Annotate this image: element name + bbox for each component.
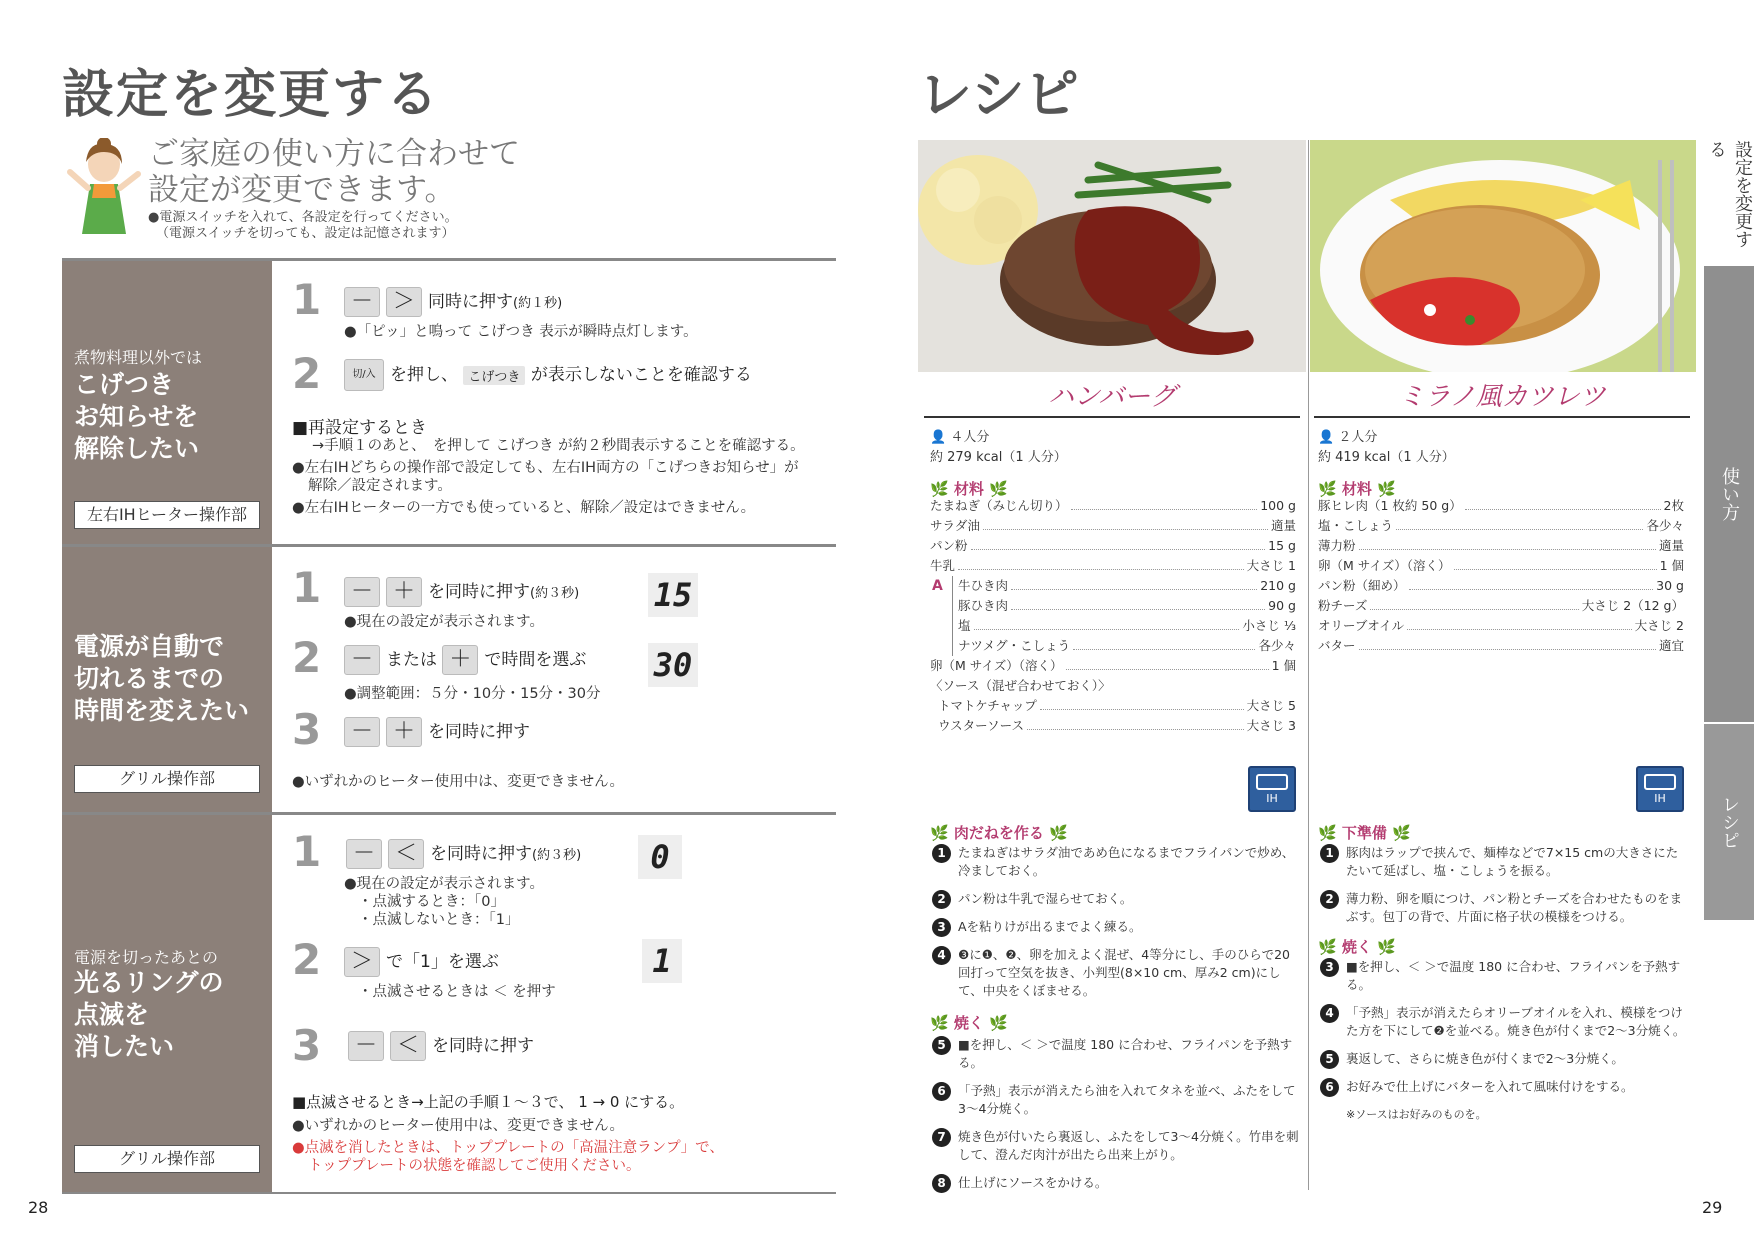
right-key: ＞ (386, 287, 422, 317)
procedure-list (932, 844, 1298, 1010)
right-key: ＞ (344, 947, 380, 977)
procedure-step: 2 薄力粉、卵を順につけ、パン粉とチーズを合わせたものをまぶす。包丁の背で、片面に格子状の模様をつける。 (1320, 890, 1690, 926)
step-number: 1 (292, 275, 322, 324)
note: ●左右IHヒーターの一方でも使っていると、解除／設定はできません。 (292, 500, 756, 516)
step-2: ＞ で「1」を選ぶ (344, 947, 499, 977)
step-number: 2 (292, 349, 322, 398)
procedure-step: 2 パン粉は牛乳で湿らせておく。 (932, 890, 1298, 908)
cutlet-photo (1310, 140, 1696, 372)
note: ●左右IHどちらの操作部で設定しても、左右IH両方の「こげつきお知らせ」が (292, 460, 799, 476)
page-title: 設定を変更する (62, 65, 441, 125)
divider-ornament (924, 416, 1300, 418)
left-key: ＜ (390, 1031, 426, 1061)
ingredient-group-a: A 牛ひき肉 210 g 豚ひき肉 90 g 塩 小さじ ⅓ ナツメグ・こしょう 各少々 (930, 576, 1296, 656)
page-number: 29 (1702, 1198, 1723, 1217)
procedure-step: 7 焼き色が付いたら裏返し、ふたをして3～4分焼く。竹串を刺して、澄んだ肉汁が出たら出来上がり。 (932, 1128, 1302, 1164)
step-number: 1 (292, 563, 322, 612)
recipe-name: ハンバーグ (1047, 382, 1177, 412)
section-heading: こげつき お知らせを 解除したい (74, 370, 200, 463)
minus-key: － (344, 577, 380, 607)
recipes-title: レシピ (918, 63, 1079, 126)
step-1-note: ●「ピッ」と鳴って こげつき 表示が瞬時点灯します。 (344, 324, 698, 340)
procedure-heading: 🌿 焼く 🌿 (930, 1014, 1008, 1032)
ingredient-row: 牛乳 大さじ 1 (930, 558, 1296, 573)
procedure-step: 4 ❸に❶、❷、卵を加えよく混ぜ、4等分にし、手のひらで20回打って空気を抜き、小判型(8×10 cm、厚み2 cm)にして、中央をくぼませる。 (932, 946, 1298, 1000)
ingredients-heading: 🌿 材料 🌿 (1318, 480, 1396, 498)
minus-key: － (346, 839, 382, 869)
step-number: 3 (292, 1021, 322, 1070)
section-side-panel (62, 261, 272, 544)
step-1-sub: ・点滅するとき：「0」 (358, 894, 505, 910)
display-readout: 0 (638, 835, 682, 879)
section-heading: 光るリングの 点滅を 消したい (74, 968, 224, 1061)
ingredient-row: バター 適宜 (1318, 638, 1684, 653)
procedure-step: 6 お好みで仕上げにバターを入れて風味付けをする。 (1320, 1078, 1690, 1096)
footnote: ※ソースはお好みのものを。 (1346, 1108, 1487, 1121)
section-lead: 電源を切ったあとの (74, 948, 219, 967)
display-readout: 1 (642, 939, 682, 983)
procedure-list (932, 1036, 1302, 1202)
minus-key: － (344, 645, 380, 675)
intro-note: ●電源スイッチを入れて、各設定を行ってください。 （電源スイッチを切っても、設定は記憶されます） (148, 210, 458, 241)
ingredient-row: 塩 小さじ ⅓ (958, 618, 1296, 633)
minus-key: － (344, 717, 380, 747)
step-3: － ＜ を同時に押す (348, 1031, 534, 1061)
ingredient-row: パン粉 15 g (930, 538, 1296, 553)
note: ●いずれかのヒーター使用中は、変更できません。 (292, 774, 624, 790)
reset-instruction: →手順１のあと、 を押して こげつき が約２秒間表示することを確認する。 (312, 438, 805, 454)
section-side-panel (62, 815, 272, 1192)
power-key-icon: 切/入 (344, 359, 384, 391)
step-1-note: ●現在の設定が表示されます。 (344, 876, 544, 892)
procedure-step: 8 仕上げにソースをかける。 (932, 1174, 1302, 1192)
section-heading: 電源が自動で 切れるまでの 時間を変えたい (74, 632, 250, 725)
step-2-sub: ・点滅させるときは ＜ を押す (358, 984, 556, 1000)
hamburg-photo (918, 140, 1306, 372)
ingredient-row: 牛ひき肉 210 g (958, 578, 1296, 593)
side-tab-settings[interactable]: 設定を変更する (1704, 140, 1754, 264)
operation-area-tag: 左右IHヒーター操作部 (74, 501, 260, 529)
plus-key: ＋ (386, 717, 422, 747)
procedure-heading: 🌿 肉だねを作る 🌿 (930, 824, 1068, 842)
section-auto-off (62, 544, 836, 812)
ingredient-row: 塩・こしょう 各少々 (1318, 518, 1684, 533)
ingredients-heading: 🌿 材料 🌿 (930, 480, 1008, 498)
procedure-list (1320, 958, 1690, 1124)
section-kogetsuki (62, 258, 836, 544)
intro-heading: ご家庭の使い方に合わせて 設定が変更できます。 (148, 136, 520, 208)
sauce-heading: 〈ソース（混ぜ合わせておく）〉 (930, 678, 1111, 693)
step-1: － ＜ を同時に押す(約３秒) (346, 839, 581, 869)
reset-heading: ■再設定するとき (292, 418, 428, 438)
ingredient-row: 卵（M サイズ）（溶く） 1 個 (930, 658, 1296, 673)
ingredient-row: 粉チーズ 大さじ 2（12 g） (1318, 598, 1684, 613)
ingredient-row: 豚ひき肉 90 g (958, 598, 1296, 613)
step-number: 1 (292, 827, 322, 876)
section-lead: 煮物料理以外では (74, 348, 203, 367)
ingredient-row: 豚ヒレ肉（1 枚約 50 g） 2枚 (1318, 498, 1684, 513)
procedure-step: 5 ■を押し、＜ ＞で温度 180 に合わせ、フライパンを予熱する。 (932, 1036, 1302, 1072)
ingredient-row: 卵（M サイズ）（溶く） 1 個 (1318, 558, 1684, 573)
plus-key: ＋ (442, 645, 478, 675)
divider-ornament (1314, 416, 1690, 418)
note: 解除／設定されます。 (308, 478, 452, 494)
kogetsuki-indicator: こげつき (463, 366, 525, 385)
side-tab-recipes[interactable]: レシピ (1704, 724, 1754, 920)
step-2: － または ＋ で時間を選ぶ (344, 645, 586, 675)
display-readout: 15 (648, 573, 698, 617)
step-2-note: ●調整範囲：５分・10分・15分・30分 (344, 686, 601, 702)
procedure-heading: 🌿 下準備 🌿 (1318, 824, 1411, 842)
step-number: 3 (292, 705, 322, 754)
plus-key: ＋ (386, 577, 422, 607)
step-1: － ＞ 同時に押す(約１秒) (344, 287, 562, 317)
ingredient-row: パン粉（細め） 30 g (1318, 578, 1684, 593)
procedure-step: 1 たまねぎはサラダ油であめ色になるまでフライパンで炒め、冷ましておく。 (932, 844, 1298, 880)
display-readout: 30 (648, 643, 698, 687)
procedure-step: 3 Aを粘りけが出るまでよく練る。 (932, 918, 1298, 936)
operation-area-tag: グリル操作部 (74, 1145, 260, 1173)
side-tab-usage[interactable]: 使い方 (1704, 266, 1754, 722)
warning: ●点滅を消したときは、トッププレートの「高温注意ランプ」で、 (292, 1140, 724, 1156)
procedure-list (1320, 844, 1690, 936)
ingredient-row: オリーブオイル 大さじ 2 (1318, 618, 1684, 633)
minus-key: － (348, 1031, 384, 1061)
procedure-step: 1 豚肉はラップで挟んで、麺棒などで7×15 cmの大きさにたたいて延ばし、塩・こしょうを振る。 (1320, 844, 1690, 880)
step-number: 2 (292, 633, 322, 682)
note: ●いずれかのヒーター使用中は、変更できません。 (292, 1118, 624, 1134)
blink-instruction: ■点滅させるとき→上記の手順１～３で、 1 → 0 にする。 (292, 1093, 685, 1111)
section-ring-blink (62, 812, 836, 1194)
procedure-step: 5 裏返して、さらに焼き色が付くまで2～3分焼く。 (1320, 1050, 1690, 1068)
procedure-step: 4 「予熱」表示が消えたらオリーブオイルを入れ、模様をつけた方を下にして❷を並べる。焼き色が付くまで2～3分焼く。 (1320, 1004, 1690, 1040)
ingredient-list (930, 496, 1296, 736)
operation-area-tag: グリル操作部 (74, 765, 260, 793)
mascot-illustration (64, 138, 144, 238)
ih-cooktop-icon: IH (1248, 766, 1296, 812)
ingredient-row: ウスターソース 大さじ 3 (938, 718, 1296, 733)
ingredient-row: たまねぎ（みじん切り） 100 g (930, 498, 1296, 513)
ih-cooktop-icon: IH (1636, 766, 1684, 812)
servings: 👤 ４人分 約 279 kcal（1 人分） (930, 430, 1067, 465)
step-1: － ＋ を同時に押す(約３秒) (344, 577, 579, 607)
servings: 👤 ２人分 約 419 kcal（1 人分） (1318, 430, 1455, 465)
step-number: 2 (292, 935, 322, 984)
page-number: 28 (28, 1198, 49, 1217)
warning: トッププレートの状態を確認してご使用ください。 (308, 1158, 641, 1174)
ingredient-list (1318, 496, 1684, 656)
section-side-panel (62, 547, 272, 812)
ingredient-row: ナツメグ・こしょう 各少々 (958, 638, 1296, 653)
column-divider (1308, 140, 1309, 1190)
step-3: － ＋ を同時に押す (344, 717, 530, 747)
ingredient-row: サラダ油 適量 (930, 518, 1296, 533)
step-1-sub: ・点滅しないとき：「1」 (358, 912, 520, 928)
step-1-note: ●現在の設定が表示されます。 (344, 614, 544, 630)
left-key: ＜ (388, 839, 424, 869)
ingredient-row: 薄力粉 適量 (1318, 538, 1684, 553)
procedure-heading: 🌿 焼く 🌿 (1318, 938, 1396, 956)
step-2: 切/入 を押し、 こげつき が表示しないことを確認する (344, 359, 752, 391)
procedure-step: 3 ■を押し、＜ ＞で温度 180 に合わせ、フライパンを予熱する。 (1320, 958, 1690, 994)
procedure-step: 6 「予熱」表示が消えたら油を入れてタネを並べ、ふたをして3～4分焼く。 (932, 1082, 1302, 1118)
minus-key: － (344, 287, 380, 317)
recipe-name: ミラノ風カツレツ (1398, 382, 1606, 412)
ingredient-row: トマトケチャップ 大さじ 5 (938, 698, 1296, 713)
